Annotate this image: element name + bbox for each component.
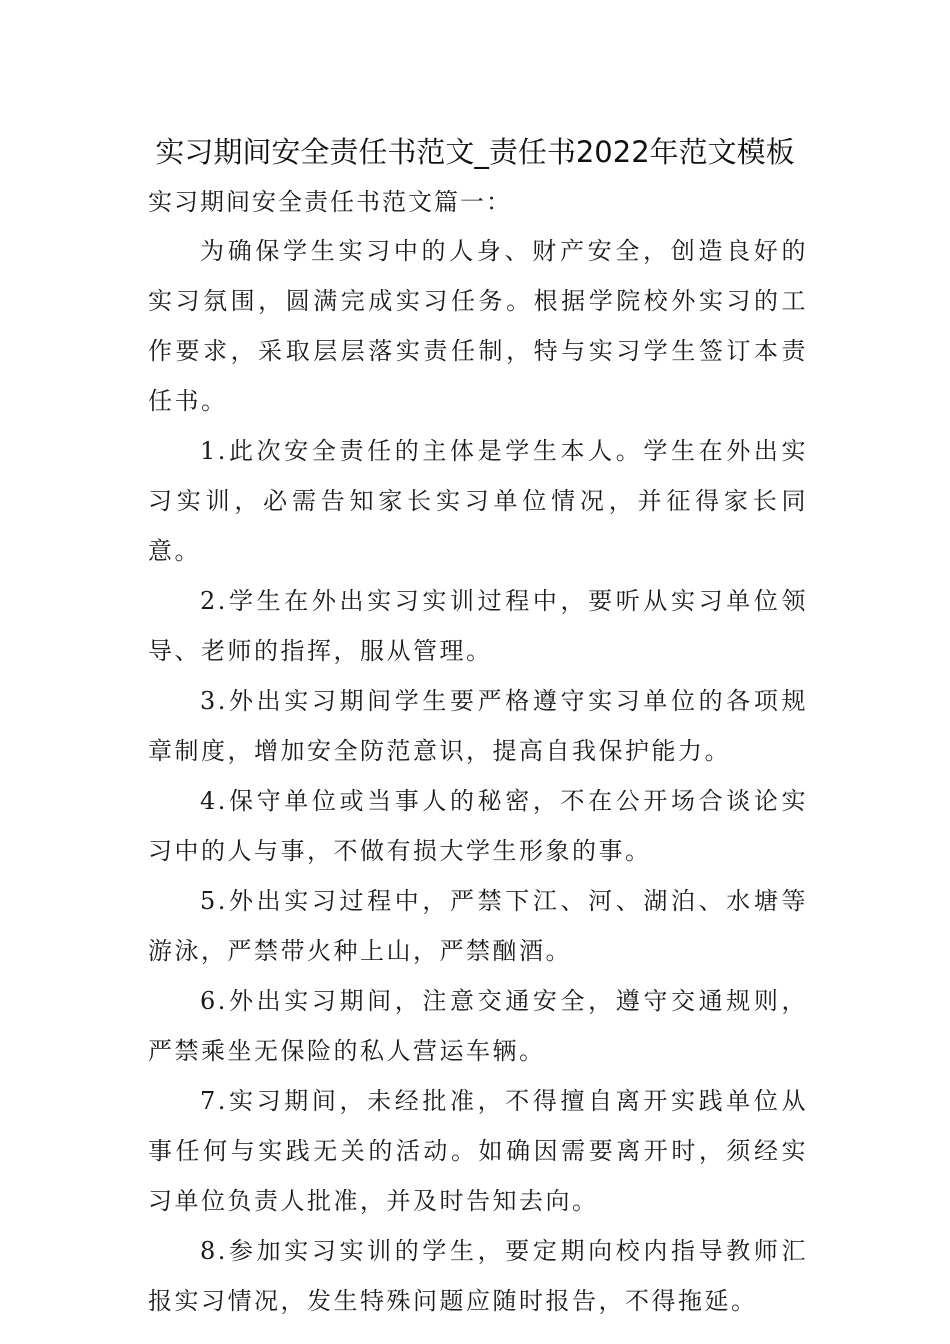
paragraph-item-7: 7.实习期间，未经批准，不得擅自离开实践单位从事任何与实践无关的活动。如确因需要离开时，须经实习单位负责人批准，并及时告知去向。 <box>148 1087 808 1215</box>
document-title: 实习期间安全责任书范文_责任书2022年范文模板 <box>155 135 795 169</box>
paragraph-item-3: 3.外出实习期间学生要严格遵守实习单位的各项规章制度，增加安全防范意识，提高自我保护能力。 <box>148 687 808 765</box>
paragraph-item-6: 6.外出实习期间，注意交通安全，遵守交通规则，严禁乘坐无保险的私人营运车辆。 <box>148 987 808 1065</box>
paragraph-item-4: 4.保守单位或当事人的秘密，不在公开场合谈论实习中的人与事，不做有损大学生形象的事。 <box>148 787 808 865</box>
paragraph-intro: 为确保学生实习中的人身、财产安全，创造良好的实习氛围，圆满完成实习任务。根据学院校外实习的工作要求，采取层层落实责任制，特与实习学生签订本责任书。 <box>148 237 808 415</box>
paragraph-item-1: 1.此次安全责任的主体是学生本人。学生在外出实习实训，必需告知家长实习单位情况，并征得家长同意。 <box>148 437 808 565</box>
paragraph-item-2: 2.学生在外出实习实训过程中，要听从实习单位领导、老师的指挥，服从管理。 <box>148 587 808 665</box>
section-heading: 实习期间安全责任书范文篇一： <box>148 188 512 216</box>
paragraph-item-5: 5.外出实习过程中，严禁下江、河、湖泊、水塘等游泳，严禁带火种上山，严禁酗酒。 <box>148 887 808 965</box>
paragraph-item-8: 8.参加实习实训的学生，要定期向校内指导教师汇报实习情况，发生特殊问题应随时报告，不得拖延。 <box>148 1237 808 1315</box>
document-body <box>148 226 808 1326</box>
